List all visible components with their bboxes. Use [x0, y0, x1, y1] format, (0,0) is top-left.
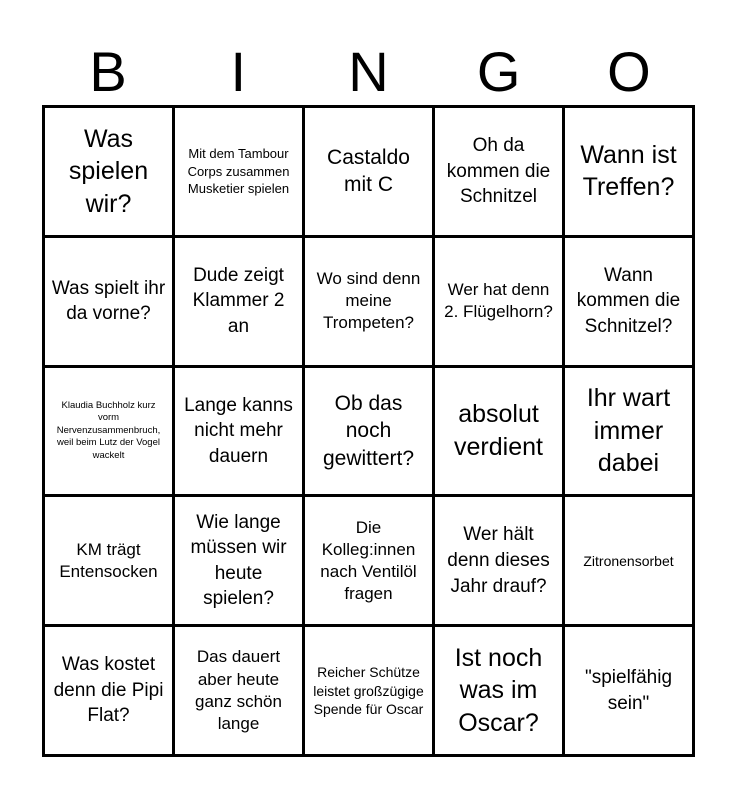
- bingo-cell[interactable]: Ob das noch gewittert?: [305, 368, 435, 498]
- bingo-cell[interactable]: Die Kolleg:innen nach Ventilöl fragen: [305, 497, 435, 627]
- bingo-cell[interactable]: Wann ist Treffen?: [565, 108, 695, 238]
- bingo-cell[interactable]: absolut verdient: [435, 368, 565, 498]
- bingo-cell[interactable]: Klaudia Buchholz kurz vorm Nervenzusammenbruch, weil beim Lutz der Vogel wackelt: [45, 368, 175, 498]
- bingo-cell[interactable]: Was kostet denn die Pipi Flat?: [45, 627, 175, 757]
- bingo-cell[interactable]: Wann kommen die Schnitzel?: [565, 238, 695, 368]
- bingo-cell[interactable]: Lange kanns nicht mehr dauern: [175, 368, 305, 498]
- bingo-cell[interactable]: Ihr wart immer dabei: [565, 368, 695, 498]
- bingo-cell[interactable]: Reicher Schütze leistet großzügige Spende für Oscar: [305, 627, 435, 757]
- bingo-grid: [42, 105, 695, 757]
- bingo-cell[interactable]: Dude zeigt Klammer 2 an: [175, 238, 305, 368]
- bingo-cell[interactable]: Wer hat denn 2. Flügelhorn?: [435, 238, 565, 368]
- bingo-cell[interactable]: "spielfähig sein": [565, 627, 695, 757]
- header-letter-b: B: [89, 40, 127, 103]
- bingo-cell[interactable]: Wer hält denn dieses Jahr drauf?: [435, 497, 565, 627]
- header-letter-g: G: [476, 40, 521, 103]
- header-letter-n: N: [348, 40, 389, 103]
- bingo-cell[interactable]: KM trägt Entensocken: [45, 497, 175, 627]
- bingo-cell[interactable]: Oh da kommen die Schnitzel: [435, 108, 565, 238]
- bingo-cell[interactable]: Ist noch was im Oscar?: [435, 627, 565, 757]
- bingo-cell[interactable]: Castaldo mit C: [305, 108, 435, 238]
- bingo-cell[interactable]: Wo sind denn meine Trompeten?: [305, 238, 435, 368]
- bingo-cell[interactable]: Zitronensorbet: [565, 497, 695, 627]
- bingo-cell[interactable]: Mit dem Tambour Corps zusammen Musketier spielen: [175, 108, 305, 238]
- bingo-cell[interactable]: Was spielt ihr da vorne?: [45, 238, 175, 368]
- header-letter-o: O: [607, 40, 651, 103]
- header-letter-i: I: [230, 40, 247, 103]
- bingo-cell[interactable]: Was spielen wir?: [45, 108, 175, 238]
- bingo-header: [43, 38, 694, 106]
- bingo-cell[interactable]: Wie lange müssen wir heute spielen?: [175, 497, 305, 627]
- bingo-cell[interactable]: Das dauert aber heute ganz schön lange: [175, 627, 305, 757]
